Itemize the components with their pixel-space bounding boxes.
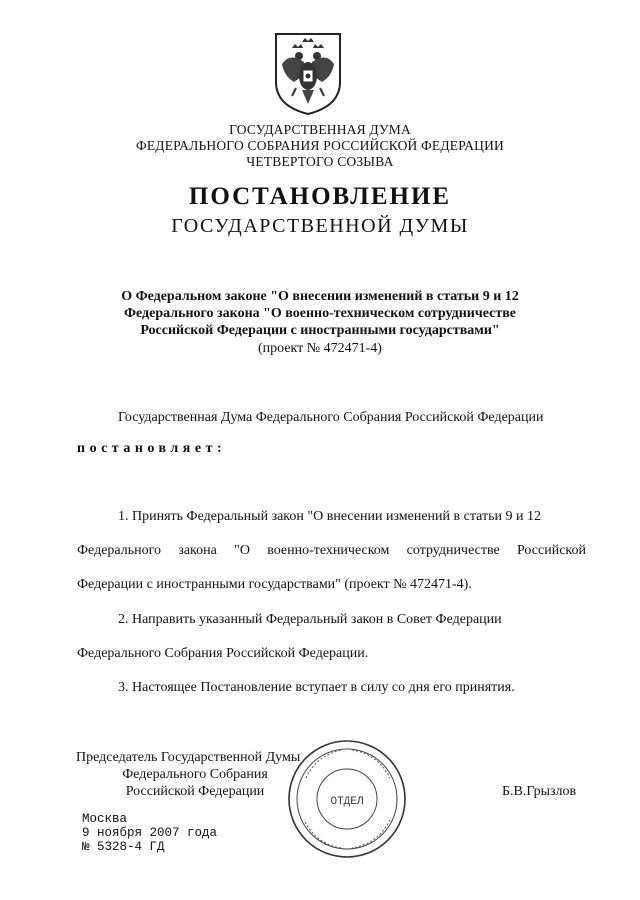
item2-line2: Федерального Собрания Российской Федерации. [77,646,369,661]
item3: 3. Настоящее Постановление вступает в силу со дня его принятия. [118,680,515,695]
item2-line1: 2. Направить указанный Федеральный закон в Совет Федерации [118,612,502,627]
item1-line2: Федерального закона "О военно-техническом сотрудничестве Российской [77,543,586,558]
header-line-convocation: ЧЕТВЕРТОГО СОЗЫВА [246,154,394,169]
stamp-center-text: ОТДЕЛ [330,796,364,808]
decides-label: постановляет: [77,441,227,456]
signatory-position-line3: Российской Федерации [125,784,265,799]
document-title: ПОСТАНОВЛЕНИЕ [188,183,452,210]
footer-city: Москва [82,812,128,826]
footer-date: 9 ноября 2007 года [82,826,218,840]
subject-line-2: Федерального закона "О военно-техническом сотрудничестве [123,306,517,321]
header-line-duma: ГОСУДАРСТВЕННАЯ ДУМА [229,122,411,137]
state-emblem-icon [272,30,344,116]
subject-line-1: О Федеральном законе "О внесении изменений в статьи 9 и 12 [121,289,519,304]
subject-line-3: Российской Федерации с иностранными государствами" [140,323,500,338]
signatory-name: Б.В.Грызлов [502,784,577,799]
preamble: Государственная Дума Федерального Собрания Российской Федерации [118,410,544,425]
signatory-position-line1: Председатель Государственной Думы [76,750,301,765]
signatory-position-line2: Федерального Собрания [122,767,268,782]
item1-line3: Федерации с иностранными государствами" (проект № 472471-4). [77,577,472,592]
item1-line1: 1. Принять Федеральный закон "О внесении изменений в статьи 9 и 12 [118,509,541,524]
header-line-federal-assembly: ФЕДЕРАЛЬНОГО СОБРАНИЯ РОССИЙСКОЙ ФЕДЕРАЦИИ [136,138,504,153]
project-number: (проект № 472471-4) [258,341,382,356]
document-subtitle: ГОСУДАРСТВЕННОЙ ДУМЫ [171,215,469,237]
footer-number: № 5328-4 ГД [82,840,165,854]
